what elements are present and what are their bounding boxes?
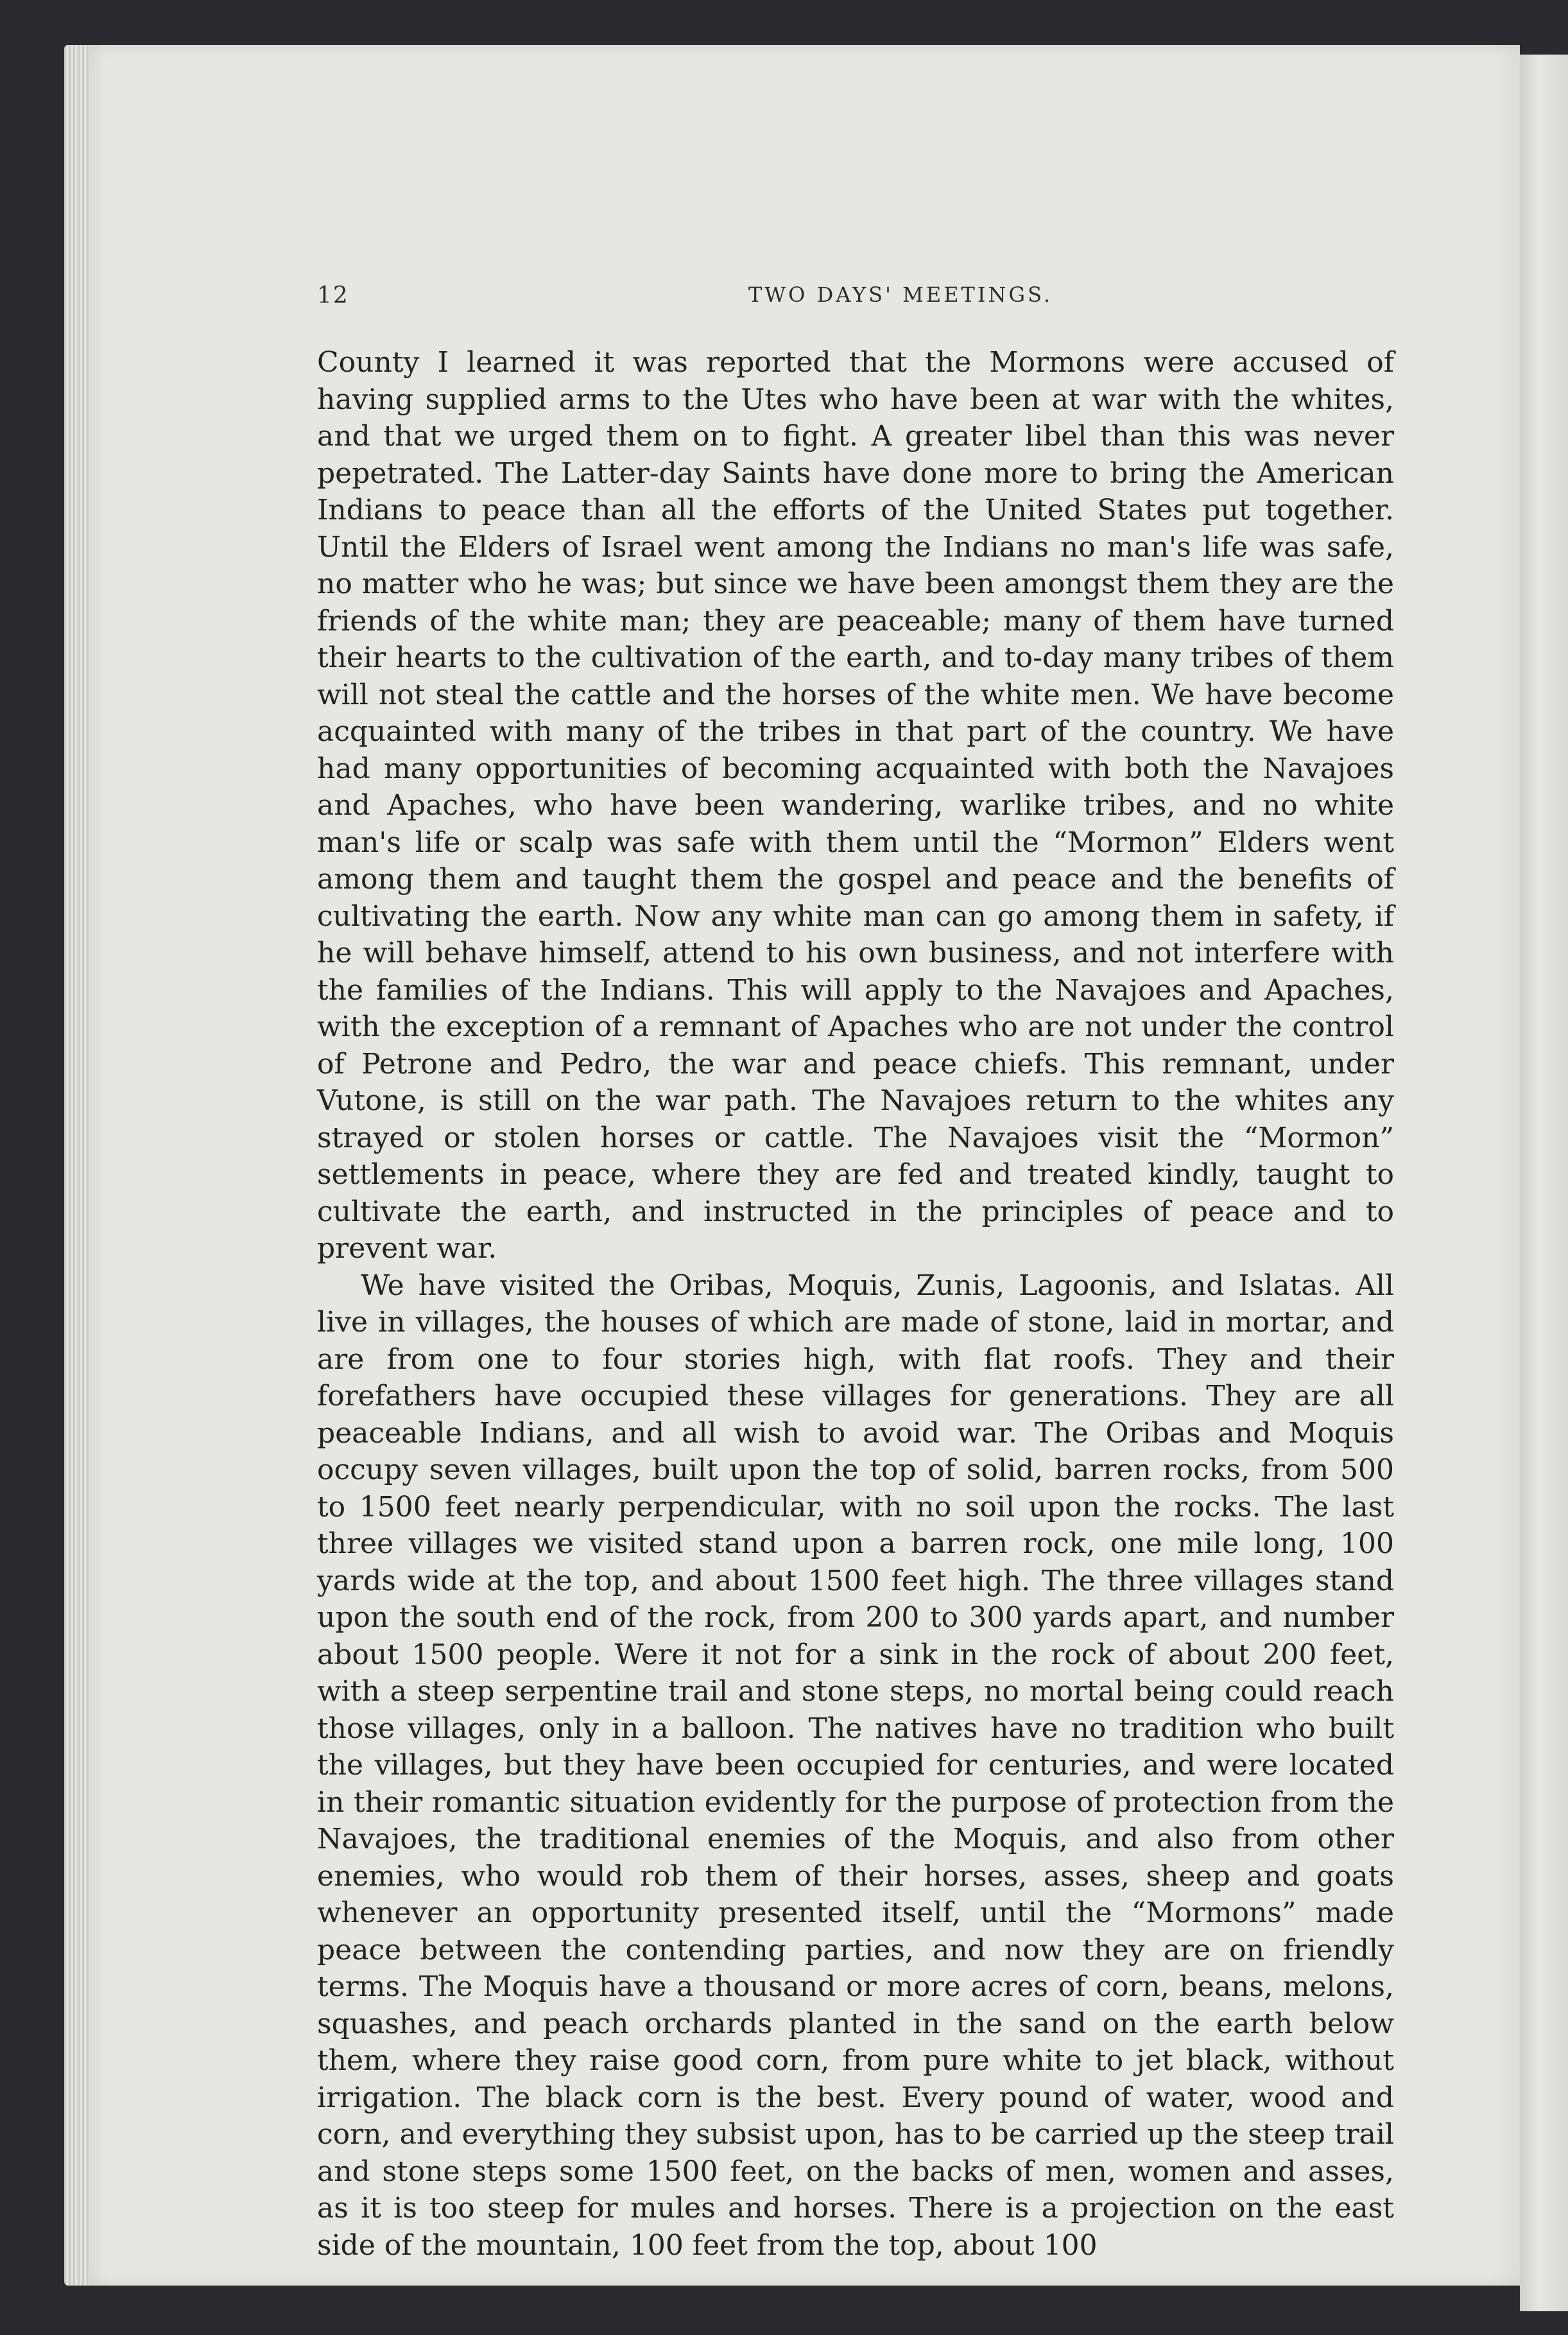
page-header: [317, 282, 1394, 321]
running-head: TWO DAYS' MEETINGS.: [748, 282, 1053, 307]
paragraph-2: We have visited the Oribas, Moquis, Zunis, Lagoonis, and Islatas. All live in villages, the houses of which are made of stone, laid in mortar, and are from one to four stories high, with flat roofs. They and their forefathers have occupied these villages for generations. They are all peaceable Indians, and all wish to avoid war. The Oribas and Moquis occupy seven villages, built upon the top of solid, barren rocks, from 500 to 1500 feet nearly perpendicular, with no soil upon the rocks. The last three villages we visited stand upon a barren rock, one mile long, 100 yards wide at the top, and about 1500 feet high. The three villages stand upon the south end of the rock, from 200 to 300 yards apart, and number about 1500 people. Were it not for a sink in the rock of about 200 feet, with a steep serpentine trail and stone steps, no mortal being could reach those villages, only in a balloon. The natives have no tradition who built the villages, but they have been occupied for centuries, and were located in their romantic situation evidently for the purpose of protection from the Navajoes, the traditional enemies of the Moquis, and also from other enemies, who would rob them of their horses, asses, sheep and goats whenever an opportunity presented itself, until the “Mormons” made peace between the contending parties, and now they are on friendly terms. The Moquis have a thousand or more acres of corn, beans, melons, squashes, and peach orchards planted in the sand on the earth below them, where they raise good corn, from pure white to jet black, without irrigation. The black corn is the best. Every pound of water, wood and corn, and everything they subsist upon, has to be carried up the steep trail and stone steps some 1500 feet, on the backs of men, women and asses, as it is too steep for mules and horses. There is a projection on the east side of the mountain, 100 feet from the top, about 100: [317, 1269, 1394, 2262]
paragraph-1: County I learned it was reported that the Mormons were accused of having supplied arms to the Utes who have been at war with the whites, and that we urged them on to fight. A greater libel than this was never pepetrated. The Latter-day Saints have done more to bring the American Indians to peace than all the efforts of the United States put together. Until the Elders of Israel went among the Indians no man's life was safe, no matter who he was; but since we have been amongst them they are the friends of the white man; they are peaceable; many of them have turned their hearts to the cultivation of the earth, and to-day many tribes of them will not steal the cattle and the horses of the white men. We have become acquainted with many of the tribes in that part of the country. We have had many opportunities of becoming acquainted with both the Navajoes and Apaches, who have been wandering, warlike tribes, and no white man's life or scalp was safe with them until the “Mormon” Elders went among them and taught them the gospel and peace and the benefits of cultivating the earth. Now any white man can go among them in safety, if he will behave himself, attend to his own business, and not interfere with the families of the Indians. This will apply to the Navajoes and Apaches, with the exception of a remnant of Apaches who are not under the control of Petrone and Pedro, the war and peace chiefs. This remnant, under Vutone, is still on the war path. The Navajoes return to the whites any strayed or stolen horses or cattle. The Navajoes visit the “Mormon” settlements in peace, where they are fed and treated kindly, taught to cultivate the earth, and instructed in the principles of peace and to prevent war.: [317, 346, 1394, 1265]
body-text: [317, 344, 1394, 2264]
next-leaf-edge: [1520, 55, 1568, 2311]
page-number: 12: [317, 282, 349, 309]
